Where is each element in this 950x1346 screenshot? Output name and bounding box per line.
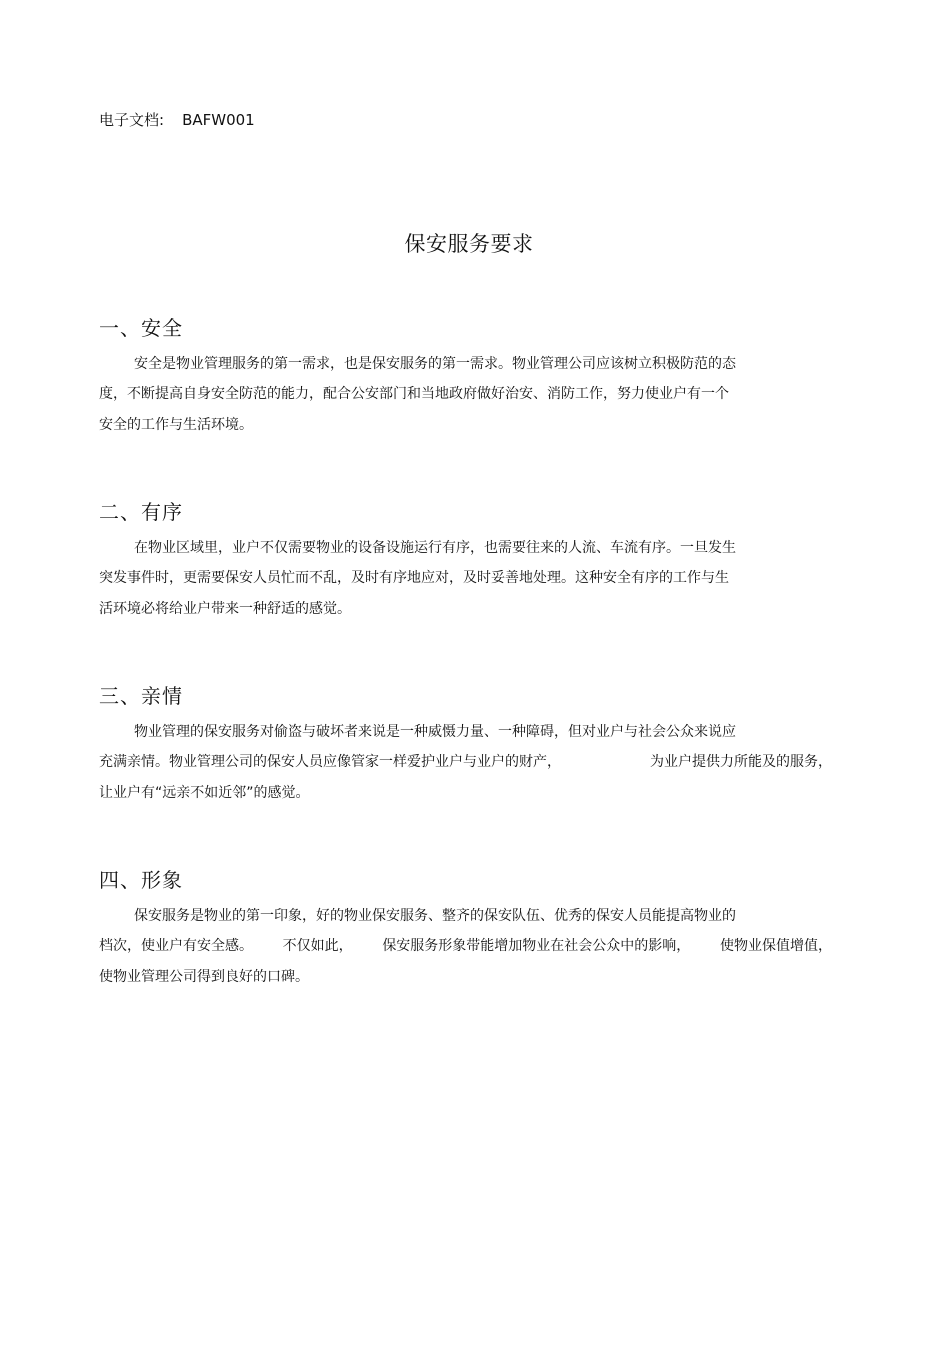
- section-body: [99, 723, 839, 802]
- paragraph-line: 在物业区域里，业户不仅需要物业的设备设施运行有序，也需要往来的人流、车流有序。一旦发生: [134, 540, 736, 556]
- document-id-label: 电子文档:: [99, 111, 165, 129]
- paragraph-line: 物业管理的保安服务对偷盗与破坏者来说是一种威慑力量、一种障碍，但对业户与社会公众来说应: [134, 724, 736, 740]
- page-title: 保安服务要求: [404, 232, 534, 256]
- paragraph-segment: 为业户提供力所能及的服务，: [650, 754, 832, 771]
- paragraph-segment: 不仅如此，: [282, 938, 353, 955]
- paragraph-line: 保安服务是物业的第一印象，好的物业保安服务、整齐的保安队伍、优秀的保安人员能提高物业的: [134, 908, 736, 924]
- paragraph-line: 活环境必将给业户带来一种舒适的感觉。: [99, 600, 351, 617]
- section-body: [99, 539, 839, 618]
- section-body: [99, 907, 839, 986]
- paragraph-segment: 使物业保值增值，: [719, 938, 832, 955]
- paragraph-line: 安全是物业管理服务的第一需求，也是保安服务的第一需求。物业管理公司应该树立积极防范的态: [134, 356, 736, 372]
- section-affection: [99, 682, 839, 814]
- paragraph-line: [99, 937, 832, 955]
- section-safety: [99, 314, 839, 446]
- section-heading: 三、亲情: [99, 684, 183, 708]
- section-heading: 二、有序: [99, 500, 183, 524]
- paragraph-line: 使物业管理公司得到良好的口碑。: [99, 968, 309, 985]
- document-id-code: BAFW001: [182, 111, 255, 129]
- section-heading: 四、形象: [99, 868, 183, 892]
- section-heading: 一、安全: [99, 316, 183, 340]
- paragraph-segment: 保安服务形象带能增加物业在社会公众中的影响，: [382, 938, 691, 955]
- paragraph-line: 突发事件时，更需要保安人员忙而不乱，及时有序地应对，及时妥善地处理。这种安全有序的工作与生: [99, 570, 729, 587]
- paragraph-segment: 档次，使业户有安全感。: [99, 938, 253, 955]
- document-id: [99, 110, 255, 130]
- paragraph-segment: 充满亲情。物业管理公司的保安人员应像管家一样爱护业户与业户的财产，: [99, 754, 561, 771]
- section-order: [99, 498, 839, 630]
- paragraph-line: 度，不断提高自身安全防范的能力，配合公安部门和当地政府做好治安、消防工作，努力使业户有一个: [99, 386, 729, 403]
- paragraph-line: [99, 753, 832, 771]
- paragraph-line: 安全的工作与生活环境。: [99, 416, 253, 433]
- section-image: [99, 866, 839, 998]
- paragraph-line: 让业户有“远亲不如近邻”的感觉。: [99, 784, 310, 801]
- section-body: [99, 355, 839, 434]
